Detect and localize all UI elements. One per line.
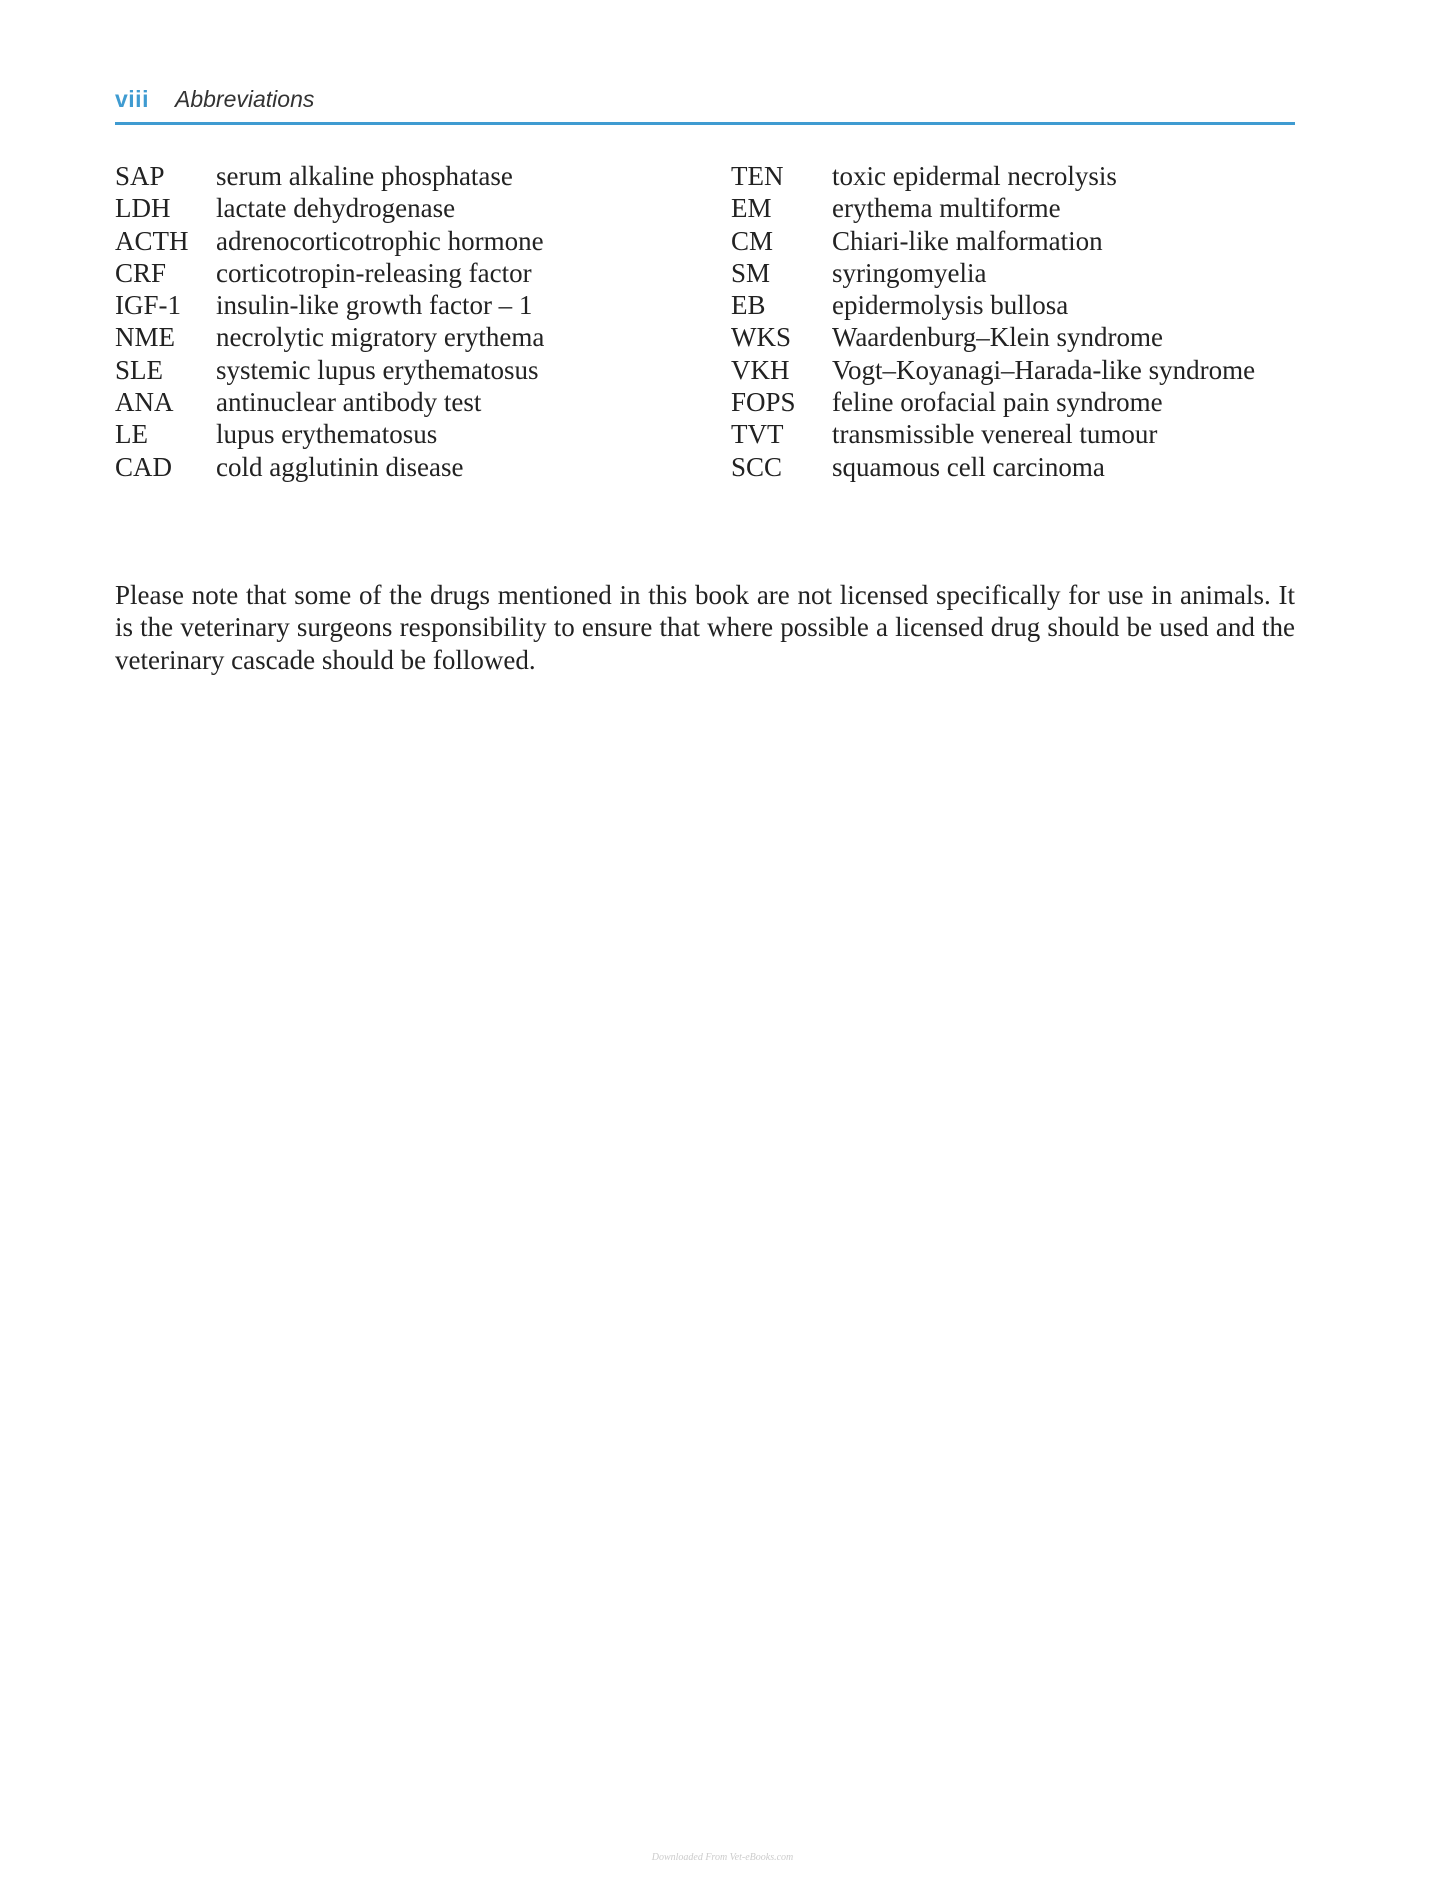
abbreviation-definition: serum alkaline phosphatase [216, 161, 513, 191]
abbreviation-definition: toxic epidermal necrolysis [832, 161, 1117, 191]
abbreviation-code: EM [731, 193, 772, 224]
abbreviation-definition: insulin-like growth factor – 1 [216, 290, 533, 321]
abbreviation-row [731, 354, 1255, 386]
abbreviation-row [115, 418, 544, 450]
abbreviation-row [731, 386, 1255, 418]
abbreviation-row [115, 386, 544, 418]
page-number: viii [115, 86, 149, 112]
abbreviation-code: CM [731, 225, 774, 256]
abbreviation-row [115, 321, 544, 353]
running-title: Abbreviations [175, 86, 315, 112]
abbreviation-row [115, 289, 544, 321]
abbreviation-code: TVT [731, 419, 784, 450]
abbreviation-row [115, 160, 544, 192]
download-watermark: Downloaded From Vet-eBooks.com [651, 1852, 794, 1863]
abbreviation-row [731, 225, 1255, 257]
abbreviation-definition: lupus erythematosus [216, 419, 438, 450]
abbreviation-definition: feline orofacial pain syndrome [832, 387, 1163, 418]
abbreviation-code: FOPS [731, 387, 796, 418]
abbreviation-code: CAD [115, 451, 173, 482]
abbreviation-definition: syringomyelia [832, 257, 987, 288]
abbreviation-row [115, 225, 544, 257]
abbreviation-row [115, 451, 544, 483]
abbreviation-code: SCC [731, 451, 783, 482]
abbreviation-code: IGF-1 [115, 290, 181, 321]
abbreviation-row [731, 257, 1255, 289]
abbreviation-row [115, 192, 544, 224]
abbreviation-code: TEN [731, 161, 784, 191]
page-header [115, 84, 1295, 125]
abbreviation-definition: Vogt–Koyanagi–Harada-like syndrome [832, 354, 1256, 385]
abbreviation-row [115, 354, 544, 386]
abbreviation-definition: antinuclear antibody test [216, 387, 482, 418]
abbreviation-code: SLE [115, 354, 164, 385]
abbreviation-definition: adrenocorticotrophic hormone [216, 225, 544, 256]
abbreviation-code: SAP [115, 161, 165, 191]
abbreviation-code: VKH [731, 354, 790, 385]
abbreviation-definition: Waardenburg–Klein syndrome [832, 322, 1163, 353]
abbreviation-code: ACTH [115, 225, 189, 256]
abbreviation-code: WKS [731, 322, 791, 353]
abbreviation-row [731, 321, 1255, 353]
abbreviation-code: CRF [115, 257, 167, 288]
abbreviation-definition: squamous cell carcinoma [832, 451, 1105, 482]
abbreviation-definition: lactate dehydrogenase [216, 193, 456, 224]
abbreviation-definition: transmissible venereal tumour [832, 419, 1158, 450]
abbreviation-code: EB [731, 290, 766, 321]
abbreviation-list-right [731, 160, 1255, 483]
abbreviation-definition: erythema multiforme [832, 193, 1061, 224]
abbreviation-code: SM [731, 257, 771, 288]
abbreviation-row [731, 160, 1255, 192]
abbreviation-definition: Chiari-like malformation [832, 225, 1103, 256]
abbreviation-row [731, 289, 1255, 321]
abbreviation-row [731, 192, 1255, 224]
abbreviation-definition: corticotropin-releasing factor [216, 257, 532, 288]
abbreviation-list-left [115, 160, 544, 483]
abbreviation-code: LDH [115, 193, 171, 224]
abbreviation-row [115, 257, 544, 289]
abbreviation-row [731, 418, 1255, 450]
abbreviation-definition: necrolytic migratory erythema [216, 322, 545, 353]
abbreviation-code: NME [115, 322, 175, 353]
abbreviation-code: LE [115, 419, 148, 450]
abbreviation-definition: epidermolysis bullosa [832, 290, 1069, 321]
abbreviation-row [731, 451, 1255, 483]
abbreviation-definition: cold agglutinin disease [216, 451, 464, 482]
licensing-note: Please note that some of the drugs mentioned in this book are not licensed specifically for use in animals. It is the veterinary surgeons responsibility to ensure that where possible a licensed drug should be used and the veterinary cascade should be followed. [115, 580, 1295, 675]
abbreviation-definition: systemic lupus erythematosus [216, 354, 539, 385]
abbreviation-code: ANA [115, 387, 174, 418]
